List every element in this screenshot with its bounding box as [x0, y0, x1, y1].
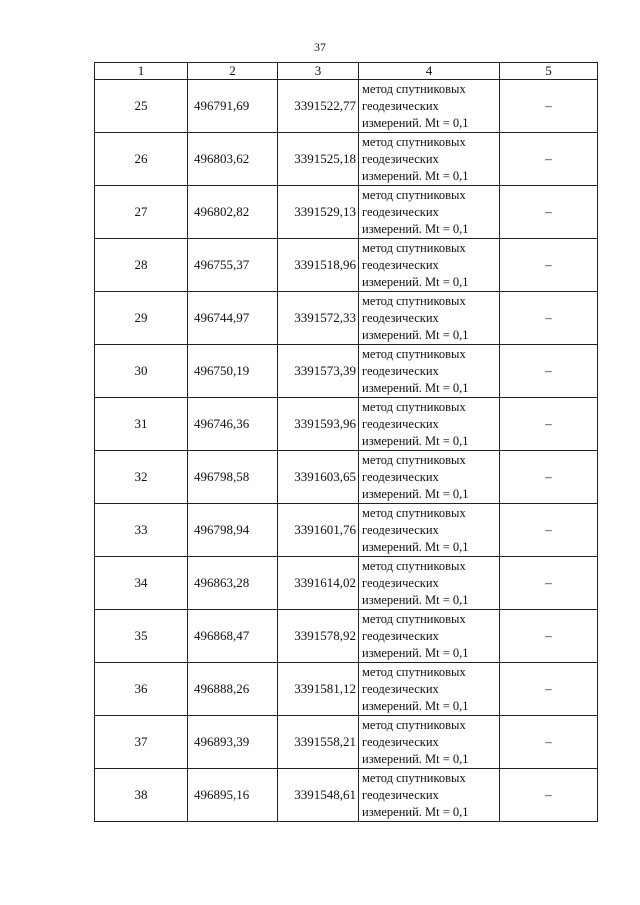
- method-line: измерений. Mt = 0,1: [362, 327, 469, 342]
- point-number-cell: 34: [95, 557, 188, 610]
- x-coordinate-cell: 496802,82: [188, 186, 278, 239]
- method-line: метод спутниковых: [362, 399, 466, 414]
- y-coordinate-cell: 3391603,65: [278, 451, 359, 504]
- method-line: измерений. Mt = 0,1: [362, 274, 469, 289]
- method-cell: [359, 292, 500, 345]
- table-row: [95, 610, 598, 663]
- method-line: геодезических: [362, 734, 439, 749]
- x-coordinate-cell: 496888,26: [188, 663, 278, 716]
- method-line: измерений. Mt = 0,1: [362, 539, 469, 554]
- note-cell: –: [500, 610, 598, 663]
- method-line: геодезических: [362, 681, 439, 696]
- method-line: метод спутниковых: [362, 187, 466, 202]
- x-coordinate-cell: 496863,28: [188, 557, 278, 610]
- table-row: [95, 345, 598, 398]
- y-coordinate-cell: 3391518,96: [278, 239, 359, 292]
- method-cell: [359, 557, 500, 610]
- method-line: геодезических: [362, 204, 439, 219]
- x-coordinate-cell: 496798,58: [188, 451, 278, 504]
- method-line: геодезических: [362, 151, 439, 166]
- note-cell: –: [500, 663, 598, 716]
- table-body: [95, 80, 598, 822]
- method-cell: [359, 716, 500, 769]
- method-cell: [359, 663, 500, 716]
- method-line: метод спутниковых: [362, 664, 466, 679]
- y-coordinate-cell: 3391614,02: [278, 557, 359, 610]
- method-line: метод спутниковых: [362, 81, 466, 96]
- method-line: измерений. Mt = 0,1: [362, 115, 469, 130]
- note-cell: –: [500, 292, 598, 345]
- point-number-cell: 26: [95, 133, 188, 186]
- note-cell: –: [500, 345, 598, 398]
- method-cell: [359, 80, 500, 133]
- note-cell: –: [500, 186, 598, 239]
- method-line: геодезических: [362, 628, 439, 643]
- method-line: метод спутниковых: [362, 452, 466, 467]
- method-cell: [359, 610, 500, 663]
- note-cell: –: [500, 504, 598, 557]
- table-row: [95, 504, 598, 557]
- method-line: измерений. Mt = 0,1: [362, 380, 469, 395]
- method-line: метод спутниковых: [362, 558, 466, 573]
- note-cell: –: [500, 239, 598, 292]
- method-line: геодезических: [362, 257, 439, 272]
- table-row: [95, 186, 598, 239]
- x-coordinate-cell: 496750,19: [188, 345, 278, 398]
- column-header: 3: [278, 63, 359, 80]
- x-coordinate-cell: 496895,16: [188, 769, 278, 822]
- method-cell: [359, 769, 500, 822]
- method-line: геодезических: [362, 469, 439, 484]
- point-number-cell: 32: [95, 451, 188, 504]
- method-line: измерений. Mt = 0,1: [362, 645, 469, 660]
- x-coordinate-cell: 496893,39: [188, 716, 278, 769]
- table-row: [95, 769, 598, 822]
- x-coordinate-cell: 496755,37: [188, 239, 278, 292]
- method-line: измерений. Mt = 0,1: [362, 486, 469, 501]
- y-coordinate-cell: 3391529,13: [278, 186, 359, 239]
- y-coordinate-cell: 3391601,76: [278, 504, 359, 557]
- point-number-cell: 31: [95, 398, 188, 451]
- column-header: 5: [500, 63, 598, 80]
- y-coordinate-cell: 3391593,96: [278, 398, 359, 451]
- method-line: измерений. Mt = 0,1: [362, 592, 469, 607]
- method-line: геодезических: [362, 787, 439, 802]
- page-number: 37: [314, 40, 326, 54]
- table-row: [95, 239, 598, 292]
- table-row: [95, 80, 598, 133]
- method-line: геодезических: [362, 98, 439, 113]
- method-line: измерений. Mt = 0,1: [362, 804, 469, 819]
- table-row: [95, 451, 598, 504]
- y-coordinate-cell: 3391573,39: [278, 345, 359, 398]
- note-cell: –: [500, 557, 598, 610]
- note-cell: –: [500, 451, 598, 504]
- method-line: измерений. Mt = 0,1: [362, 698, 469, 713]
- method-line: метод спутниковых: [362, 240, 466, 255]
- method-line: метод спутниковых: [362, 717, 466, 732]
- method-line: измерений. Mt = 0,1: [362, 751, 469, 766]
- method-line: измерений. Mt = 0,1: [362, 168, 469, 183]
- x-coordinate-cell: 496803,62: [188, 133, 278, 186]
- point-number-cell: 25: [95, 80, 188, 133]
- method-line: метод спутниковых: [362, 134, 466, 149]
- y-coordinate-cell: 3391548,61: [278, 769, 359, 822]
- point-number-cell: 33: [95, 504, 188, 557]
- method-cell: [359, 504, 500, 557]
- point-number-cell: 35: [95, 610, 188, 663]
- x-coordinate-cell: 496868,47: [188, 610, 278, 663]
- point-number-cell: 38: [95, 769, 188, 822]
- table-header-row: [95, 63, 598, 80]
- y-coordinate-cell: 3391581,12: [278, 663, 359, 716]
- method-cell: [359, 345, 500, 398]
- method-line: геодезических: [362, 310, 439, 325]
- y-coordinate-cell: 3391578,92: [278, 610, 359, 663]
- x-coordinate-cell: 496746,36: [188, 398, 278, 451]
- x-coordinate-cell: 496798,94: [188, 504, 278, 557]
- column-header: 2: [188, 63, 278, 80]
- method-cell: [359, 133, 500, 186]
- method-line: геодезических: [362, 575, 439, 590]
- method-line: метод спутниковых: [362, 611, 466, 626]
- point-number-cell: 36: [95, 663, 188, 716]
- method-line: геодезических: [362, 363, 439, 378]
- method-line: метод спутниковых: [362, 293, 466, 308]
- note-cell: –: [500, 716, 598, 769]
- method-cell: [359, 398, 500, 451]
- note-cell: –: [500, 398, 598, 451]
- method-line: измерений. Mt = 0,1: [362, 221, 469, 236]
- point-number-cell: 37: [95, 716, 188, 769]
- point-number-cell: 30: [95, 345, 188, 398]
- x-coordinate-cell: 496744,97: [188, 292, 278, 345]
- column-header: 4: [359, 63, 500, 80]
- method-line: метод спутниковых: [362, 346, 466, 361]
- point-number-cell: 27: [95, 186, 188, 239]
- note-cell: –: [500, 80, 598, 133]
- note-cell: –: [500, 769, 598, 822]
- table-row: [95, 398, 598, 451]
- method-cell: [359, 239, 500, 292]
- coordinates-table: [94, 62, 598, 822]
- point-number-cell: 28: [95, 239, 188, 292]
- method-line: геодезических: [362, 522, 439, 537]
- method-line: метод спутниковых: [362, 770, 466, 785]
- table-row: [95, 663, 598, 716]
- y-coordinate-cell: 3391558,21: [278, 716, 359, 769]
- method-line: измерений. Mt = 0,1: [362, 433, 469, 448]
- table-row: [95, 292, 598, 345]
- method-cell: [359, 451, 500, 504]
- point-number-cell: 29: [95, 292, 188, 345]
- note-cell: –: [500, 133, 598, 186]
- table-row: [95, 716, 598, 769]
- table-row: [95, 557, 598, 610]
- y-coordinate-cell: 3391525,18: [278, 133, 359, 186]
- method-cell: [359, 186, 500, 239]
- method-line: метод спутниковых: [362, 505, 466, 520]
- table-row: [95, 133, 598, 186]
- method-line: геодезических: [362, 416, 439, 431]
- y-coordinate-cell: 3391522,77: [278, 80, 359, 133]
- column-header: 1: [95, 63, 188, 80]
- x-coordinate-cell: 496791,69: [188, 80, 278, 133]
- y-coordinate-cell: 3391572,33: [278, 292, 359, 345]
